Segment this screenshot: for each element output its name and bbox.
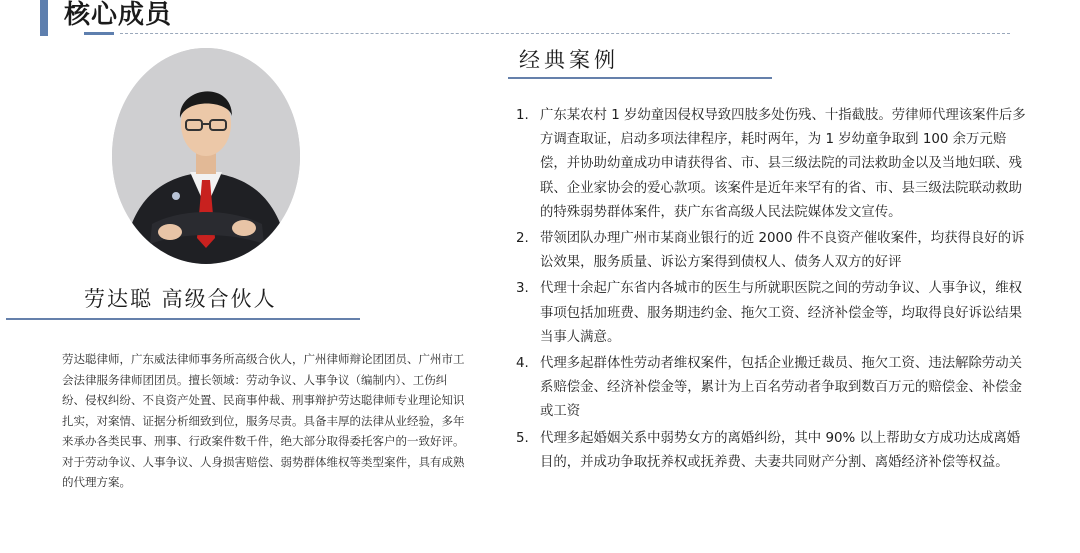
case-number: 2. [516,231,529,247]
case-text: 带领团队办理广州市某商业银行的近 2000 件不良资产催收案件，均获得良好的诉讼效果，服务质量、诉讼方案得到债权人、债务人双方的好评 [540,231,1025,271]
case-text: 代理多起婚姻关系中弱势女方的离婚纠纷，其中 90% 以上帮助女方成功达成离婚目的，并成功争取抚养权或抚养费、夫妻共同财产分割、离婚经济补偿等权益。 [540,430,1021,470]
case-number: 5. [516,430,529,446]
member-name-title: 劳达聪 高级合伙人 [84,287,277,311]
case-number: 4. [516,356,529,372]
header-accent-bar [40,0,48,36]
cases-divider [508,77,772,79]
case-item [508,227,1028,275]
case-text: 代理多起群体性劳动者维权案件，包括企业搬迁裁员、拖欠工资、违法解除劳动关系赔偿金、经济补偿金等，累计为上百名劳动者争取到数百万元的赔偿金、补偿金或工资 [540,356,1023,420]
header-dashed-divider [120,33,1010,34]
member-portrait [112,48,300,264]
page-title: 核心成员 [64,0,173,30]
cases-list [508,104,1028,477]
case-text: 代理十余起广东省内各城市的医生与所就职医院之间的劳动争议、人事争议，维权事项包括加班费、服务期违约金、拖欠工资、经济补偿金等，均取得良好诉讼结果当事人满意。 [540,281,1023,345]
title-underline [84,32,114,35]
case-item [508,427,1028,475]
cases-title: 经典案例 [519,48,619,72]
member-bio: 劳达聪律师，广东威法律师事务所高级合伙人，广州律师辩论团团员、广州市工会法律服务律师团团员。擅长领域：劳动争议、人事争议（编制内）、工伤纠纷、侵权纠纷、不良资产处置、民商事仲裁、刑事辩护劳达聪律师专业理论知识扎实，对案情、证据分析细致到位，服务尽责。具备丰厚的法律从业经验，多年来承办各类民事、刑事、行政案件数千件，绝大部分取得委托客户的一致好评。对于劳动争议、人事争议、人身损害赔偿、弱势群体维权等类型案件，具有成熟的代理方案。 [62,352,465,489]
member-divider [6,318,360,320]
case-text: 广东某农村 1 岁幼童因侵权导致四肢多处伤残、十指截肢。劳律师代理该案件后多方调查取证，启动多项法律程序，耗时两年，为 1 岁幼童争取到 100 余万元赔偿，并协助幼童成功申请获得省、市、县三级法院的司法救助金以及当地妇联、残联、企业家协会的爱心款项。该案件是近年来罕有的省、市、县三级法院联动救助的特殊弱势群体案件，获广东省高级人民法院媒体发文宣传。 [540,108,1026,220]
case-item [508,104,1028,225]
case-item [508,277,1028,350]
case-number: 1. [516,108,529,123]
case-number: 3. [516,281,529,297]
case-item [508,352,1028,425]
